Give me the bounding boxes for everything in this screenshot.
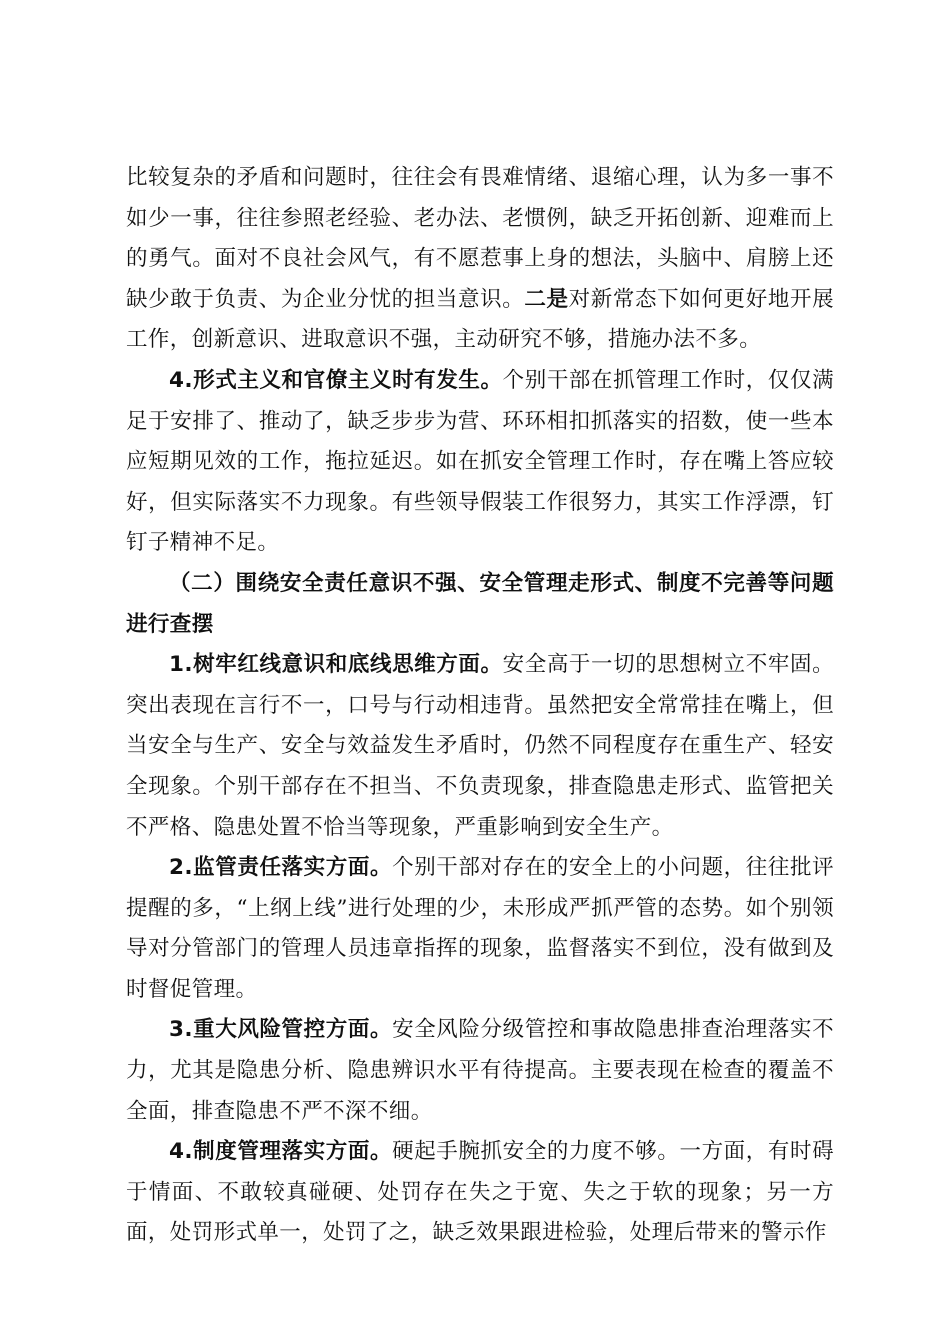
paragraph-text: 个别干部在抓管理工作时，仅仅满足于安排了、推动了，缺乏步步为营、环环相扣抓落实的招数，使一些本应短期见效的工作，拖拉延迟。如在抓安全管理工作时，存在嘴上答应较好，但实际落实不力现象。有些领导假装工作很努力，其实工作浮漂，钉钉子精神不足。 bbox=[126, 367, 834, 556]
paragraph-supervision bbox=[126, 848, 834, 1010]
paragraph-lead-bold: 2.监管责任落实方面。 bbox=[169, 855, 393, 881]
paragraph-continued bbox=[126, 158, 834, 361]
paragraph-lead-bold: 二是 bbox=[524, 286, 569, 312]
paragraph-lead-bold: 4.制度管理落实方面。 bbox=[169, 1139, 393, 1165]
paragraph-lead-bold: 1.树牢红线意识和底线思维方面。 bbox=[169, 652, 503, 678]
paragraph-text: 硬起手腕抓安全的力度不够。一方面，有时碍于情面、不敢较真碰硬、处罚存在失之于宽、失之于软的现象；另一方面，处罚形式单一，处罚了之，缺乏效果跟进检验，处理后带来的警示作 bbox=[126, 1139, 834, 1246]
paragraph-text: 个别干部对存在的安全上的小问题，往往批评提醒的多，“上纲上线”进行处理的少，未形成严抓严管的态势。如个别领导对分管部门的管理人员违章指挥的现象，监督落实不到位，没有做到及时督促管理。 bbox=[126, 855, 834, 1002]
paragraph-text: 比较复杂的矛盾和问题时，往往会有畏难情绪、退缩心理，认为多一事不如少一事，往往参照老经验、老办法、老惯例，缺乏开拓创新、迎难而上的勇气。面对不良社会风气，有不愿惹事上身的想法，头脑中、肩膀上还缺少敢于负责、为企业分忧的担当意识。 bbox=[126, 165, 834, 312]
paragraph-text: 安全风险分级管控和事故隐患排查治理落实不力，尤其是隐患分析、隐患辨识水平有待提高。主要表现在检查的覆盖不全面，排查隐患不严不深不细。 bbox=[126, 1017, 834, 1124]
paragraph-formalism bbox=[126, 361, 834, 564]
paragraph-lead-bold: 3.重大风险管控方面。 bbox=[169, 1017, 393, 1043]
paragraph-text: 安全高于一切的思想树立不牢固。突出表现在言行不一，口号与行动相违背。虽然把安全常常挂在嘴上，但当安全与生产、安全与效益发生矛盾时，仍然不同程度存在重生产、轻安全现象。个别干部存在不担当、不负责现象，排查隐患走形式、监管把关不严格、隐患处置不恰当等现象，严重影响到安全生产。 bbox=[126, 652, 834, 840]
section-heading-text: （二）围绕安全责任意识不强、安全管理走形式、制度不完善等问题进行查摆 bbox=[126, 570, 834, 637]
section-heading bbox=[126, 564, 834, 645]
paragraph-text-rest: 对新常态下如何更好地开展工作，创新意识、进取意识不强，主动研究不够，措施办法不多。 bbox=[126, 286, 834, 353]
paragraph-risk-control bbox=[126, 1010, 834, 1132]
paragraph-system-management bbox=[126, 1132, 834, 1254]
paragraph-lead-bold: 4.形式主义和官僚主义时有发生。 bbox=[169, 367, 503, 393]
paragraph-red-line bbox=[126, 645, 834, 848]
document-page bbox=[126, 158, 834, 1254]
